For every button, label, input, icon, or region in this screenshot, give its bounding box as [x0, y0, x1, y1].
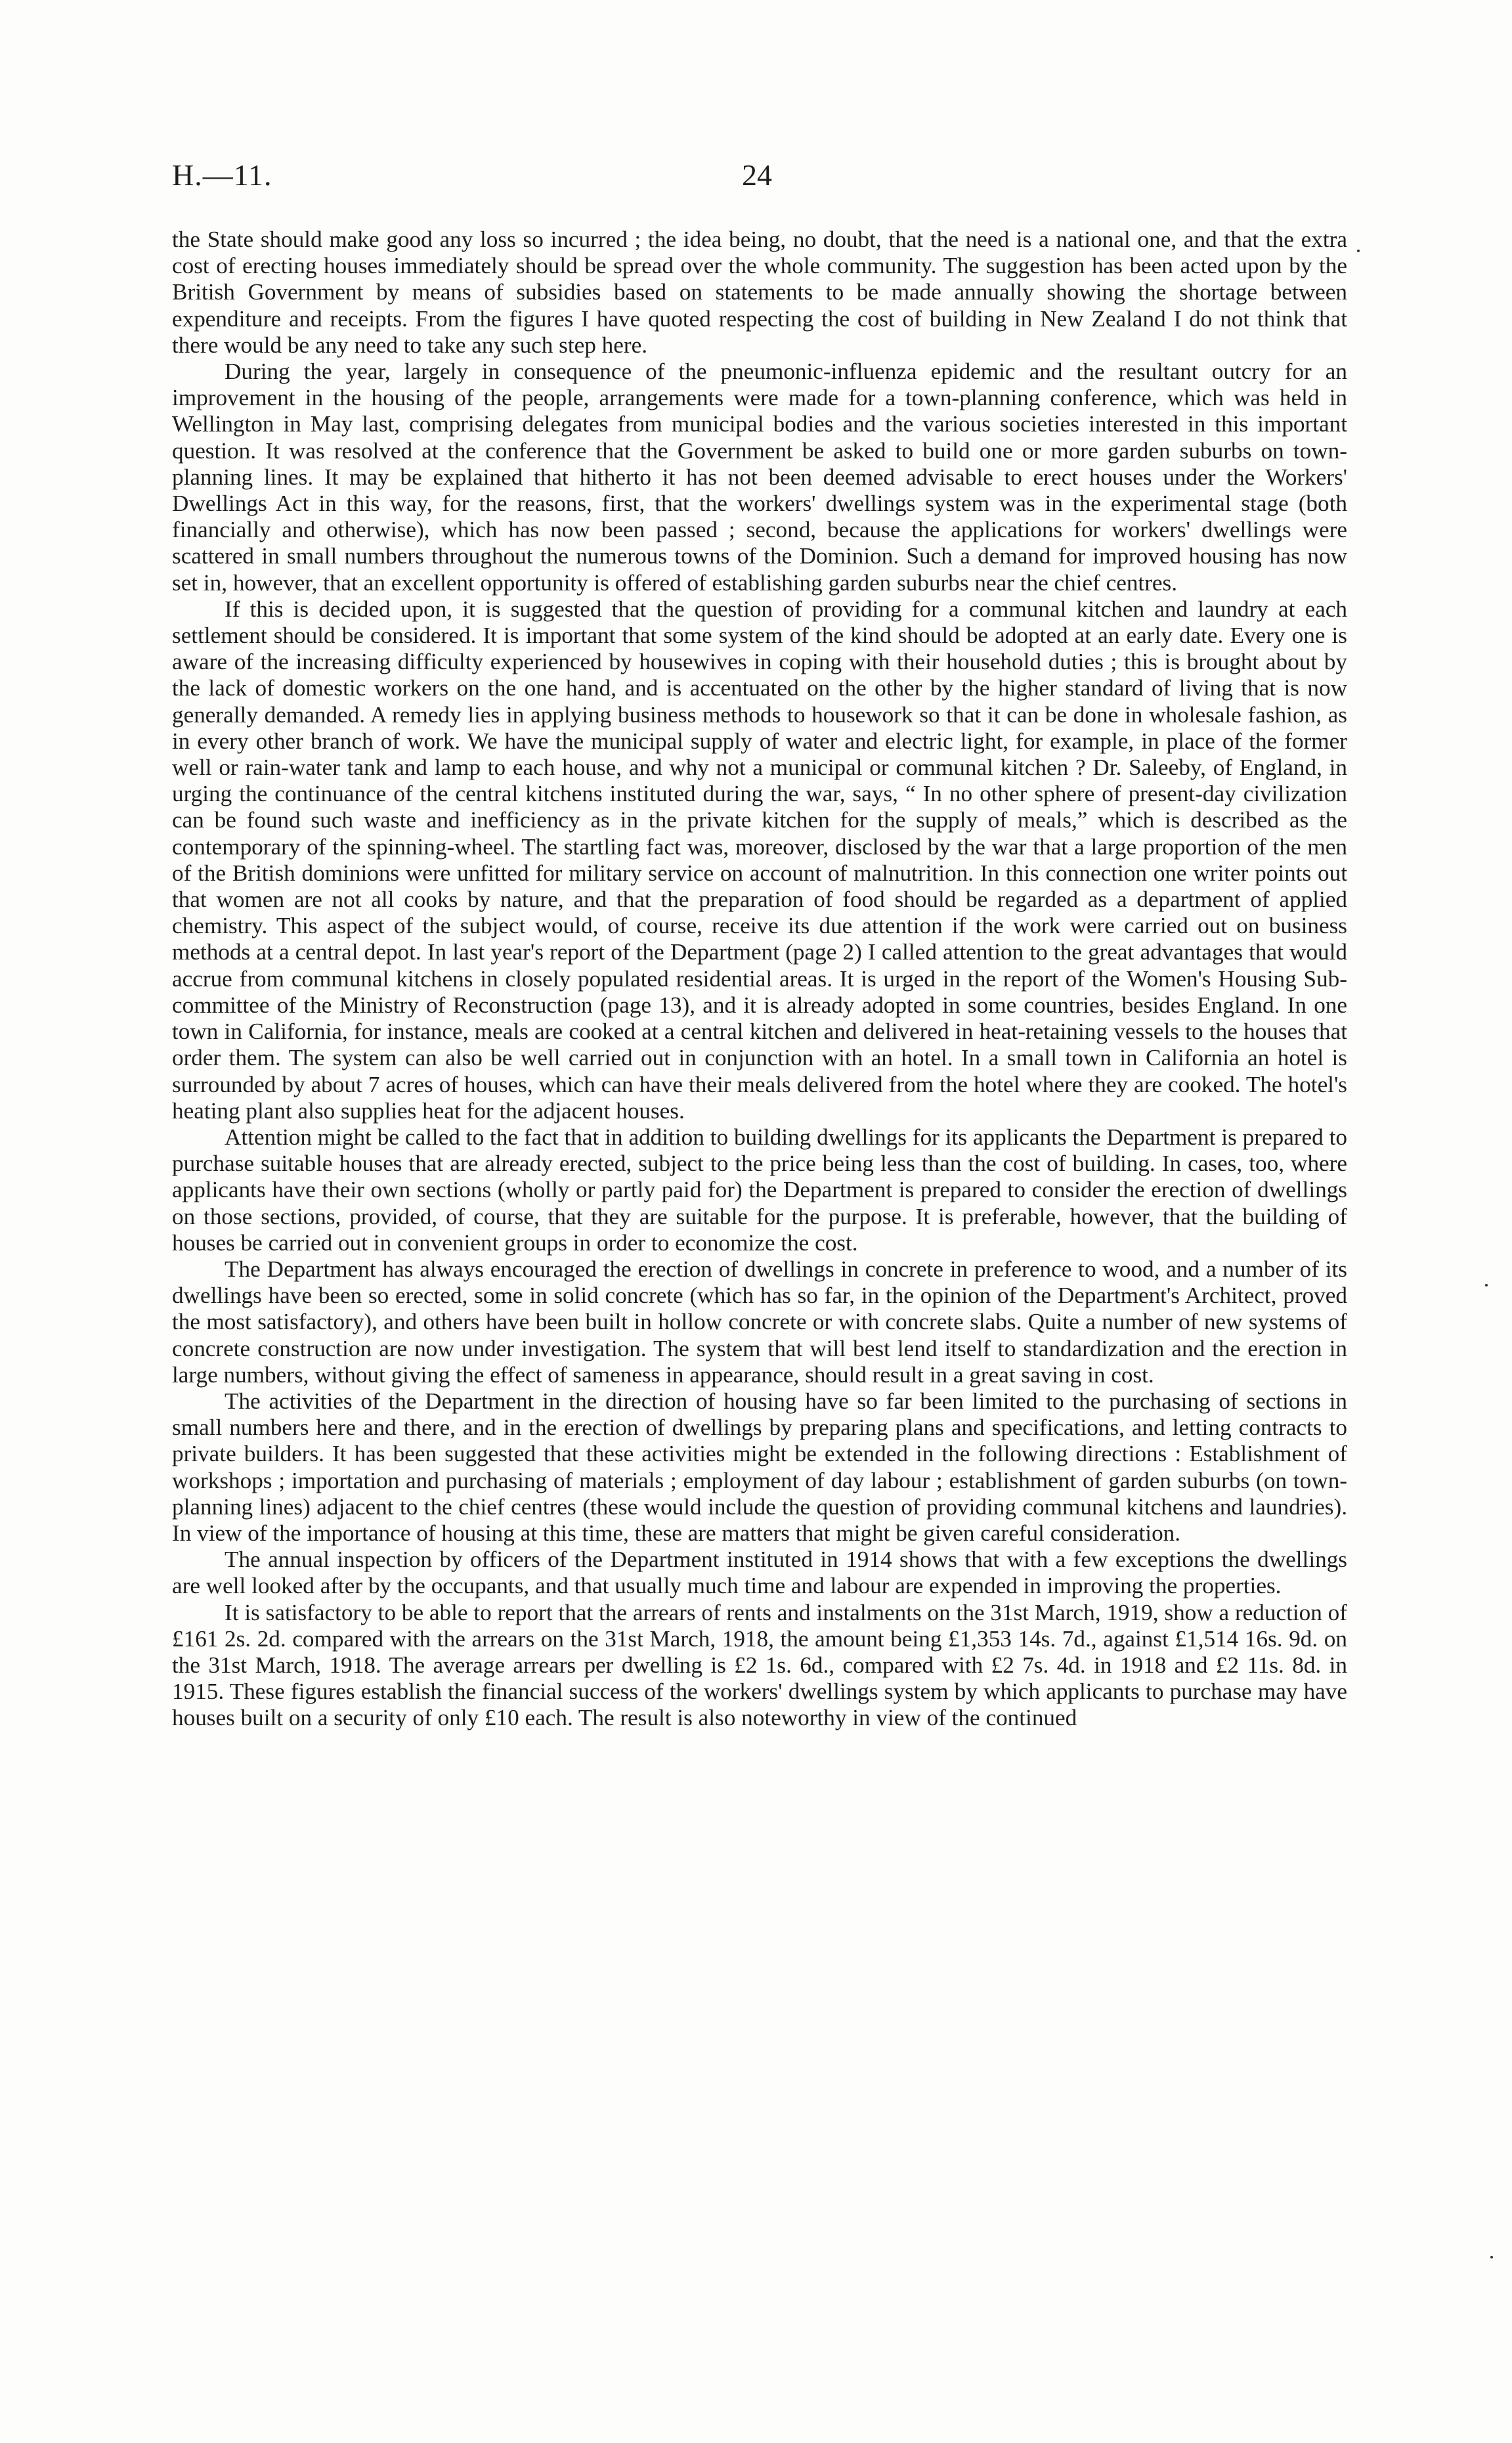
paragraph-concrete-dwellings: The Department has always encouraged the erection of dwellings in concrete in preference to wood, and a number of its dwellings have been so erected, some in solid concrete (which has so far, in the opinion of the Department's Architect, proved the most satisfactory), and others have been built in hollow concrete or with concrete slabs. Quite a number of new systems of concrete construction are now under investigation. The system that will best lend itself to standardization and the erection in large numbers, without giving the effect of sameness in appearance, should result in a great saving in cost.: [172, 1256, 1347, 1388]
paragraph-department-activities: The activities of the Department in the direction of housing have so far been limited to the purchasing of sections in small numbers here and there, and in the erection of dwellings by preparing plans and specifications, and letting contracts to private builders. It has been suggested that these activities might be extended in the following directions : Establishment of workshops ; importation and purchasing of materials ; employment of day labour ; establishment of garden suburbs (on town-planning lines) adjacent to the chief centres (these would include the question of providing communal kitchens and laundries). In view of the importance of housing at this time, these are matters that might be given careful consideration.: [172, 1388, 1347, 1546]
paragraph-town-planning-conference: During the year, largely in consequence of the pneumonic-influenza epidemic and the resultant outcry for an improvement in the housing of the people, arrangements were made for a town-planning conference, which was held in Wellington in May last, comprising delegates from municipal bodies and the various societies interested in this important question. It was resolved at the conference that the Government be asked to build one or more garden suburbs on town-planning lines. It may be explained that hitherto it has not been deemed advisable to erect houses under the Workers' Dwellings Act in this way, for the reasons, first, that the workers' dwellings system was in the experimental stage (both financially and otherwise), which has now been passed ; second, because the applications for workers' dwellings were scattered in small numbers throughout the numerous towns of the Dominion. Such a demand for improved housing has now set in, however, that an excellent opportunity is offered of establishing garden suburbs near the chief centres.: [172, 359, 1347, 596]
paragraph-purchase-houses: Attention might be called to the fact that in addition to building dwellings for its applicants the Department is prepared to purchase suitable houses that are already erected, subject to the price being less than the cost of building. In cases, too, where applicants have their own sections (wholly or partly paid for) the Department is prepared to consider the erection of dwellings on those sections, provided, of course, that they are suitable for the purpose. It is preferable, however, that the building of houses be carried out in convenient groups in order to economize the cost.: [172, 1124, 1347, 1256]
page-number: 24: [742, 158, 772, 192]
paragraph-arrears-report: It is satisfactory to be able to report that the arrears of rents and instalments on the 31st March, 1919, show a reduction of £161 2s. 2d. compared with the arrears on the 31st March, 1918, the amount being £1,353 14s. 7d., against £1,514 16s. 9d. on the 31st March, 1918. The average arrears per dwelling is £2 1s. 6d., compared with £2 7s. 4d. in 1918 and £2 11s. 8d. in 1915. These figures establish the financial success of the workers' dwellings system by which applicants to purchase may have houses built on a security of only £10 each. The result is also noteworthy in view of the continued: [172, 1599, 1347, 1731]
paragraph-annual-inspection: The annual inspection by officers of the Department instituted in 1914 shows that with a few exceptions the dwellings are well looked after by the occupants, and that usually much time and labour are expended in improving the properties.: [172, 1547, 1347, 1599]
body-text: [172, 227, 1347, 1732]
paragraph-communal-kitchens: If this is decided upon, it is suggested that the question of providing for a communal kitchen and laundry at each settlement should be considered. It is important that some system of the kind should be adopted at an early date. Every one is aware of the increasing difficulty experienced by housewives in coping with their household duties ; this is brought about by the lack of domestic workers on the one hand, and is accentuated on the other by the higher standard of living that is now generally demanded. A remedy lies in applying business methods to housework so that it can be done in wholesale fashion, as in every other branch of work. We have the municipal supply of water and electric light, for example, in place of the former well or rain-water tank and lamp to each house, and why not a municipal or communal kitchen ? Dr. Saleeby, of England, in urging the continuance of the central kitchens instituted during the war, says, “ In no other sphere of present-day civilization can be found such waste and inefficiency as in the private kitchen for the supply of meals,” which is described as the contemporary of the spinning-wheel. The startling fact was, moreover, disclosed by the war that a large proportion of the men of the British dominions were unfitted for military service on account of malnutrition. In this connection one writer points out that women are not all cooks by nature, and that the preparation of food should be regarded as a department of applied chemistry. This aspect of the subject would, of course, receive its due attention if the work were carried out on business methods at a central depot. In last year's report of the Department (page 2) I called attention to the great advantages that would accrue from communal kitchens in closely populated residential areas. It is urged in the report of the Women's Housing Sub-committee of the Ministry of Reconstruction (page 13), and it is already adopted in some countries, besides England. In one town in California, for instance, meals are cooked at a central kitchen and delivered in heat-retaining vessels to the houses that order them. The system can also be well carried out in conjunction with an hotel. In a small town in California an hotel is surrounded by about 7 acres of houses, which can have their meals delivered from the hotel where they are cooked. The hotel's heating plant also supplies heat for the adjacent houses.: [172, 596, 1347, 1124]
margin-speck: [1490, 2256, 1493, 2258]
margin-speck: [1485, 1284, 1488, 1287]
paragraph-continued: the State should make good any loss so incurred ; the idea being, no doubt, that the need is a national one, and that the extra cost of erecting houses immediately should be spread over the whole community. The suggestion has been acted upon by the British Government by means of subsidies based on statements to be made annually showing the shortage between expenditure and receipts. From the figures I have quoted respecting the cost of building in New Zealand I do not think that there would be any need to take any such step here.: [172, 227, 1347, 358]
document-reference: H.—11.: [172, 158, 272, 192]
page-header: [172, 158, 1347, 197]
margin-speck: [1357, 250, 1360, 252]
